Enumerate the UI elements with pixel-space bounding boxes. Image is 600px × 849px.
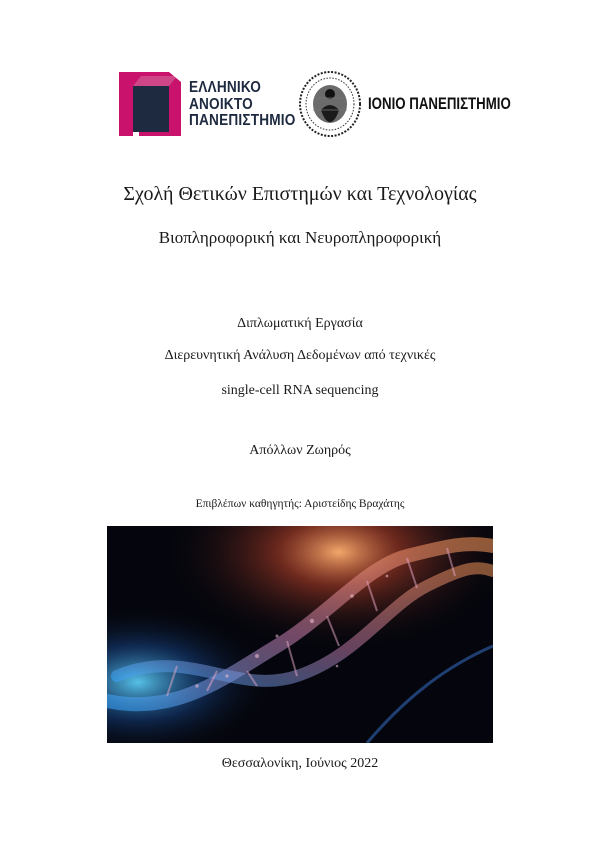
thesis-title-line-1: Διερευνητική Ανάλυση Δεδομένων από τεχνικές: [164, 348, 436, 363]
ionio-seal-icon: [297, 70, 363, 138]
eap-logo-line-2: ΑΝΟΙΚΤΟ: [189, 95, 253, 113]
author-name: Απόλλων Ζωηρός: [249, 443, 351, 458]
eap-logo-mark: [119, 72, 181, 136]
eap-logo-line-1: ΕΛΛΗΝΙΚΟ: [189, 79, 262, 96]
university-logos: [119, 70, 511, 140]
thesis-type: Διπλωματική Εργασία: [237, 316, 363, 331]
eap-logo-line-3: ΠΑΝΕΠΙΣΤΗΜΙΟ: [189, 112, 296, 129]
school-name: Σχολή Θετικών Επιστημών και Τεχνολογίας: [123, 183, 477, 205]
dna-cover-image: [107, 526, 493, 743]
thesis-title-line-2: single-cell RNA sequencing: [221, 383, 379, 398]
place-and-date: Θεσσαλονίκη, Ιούνιος 2022: [221, 756, 379, 771]
supervisor: Επιβλέπων καθηγητής: Αριστείδης Βραχάτης: [195, 498, 405, 510]
program-name: Βιοπληροφορική και Νευροπληροφορική: [158, 228, 442, 247]
eap-logo-text: [189, 80, 296, 130]
ionio-logo-text: ΙΟΝΙΟ ΠΑΝΕΠΙΣΤΗΜΙΟ: [368, 94, 511, 113]
